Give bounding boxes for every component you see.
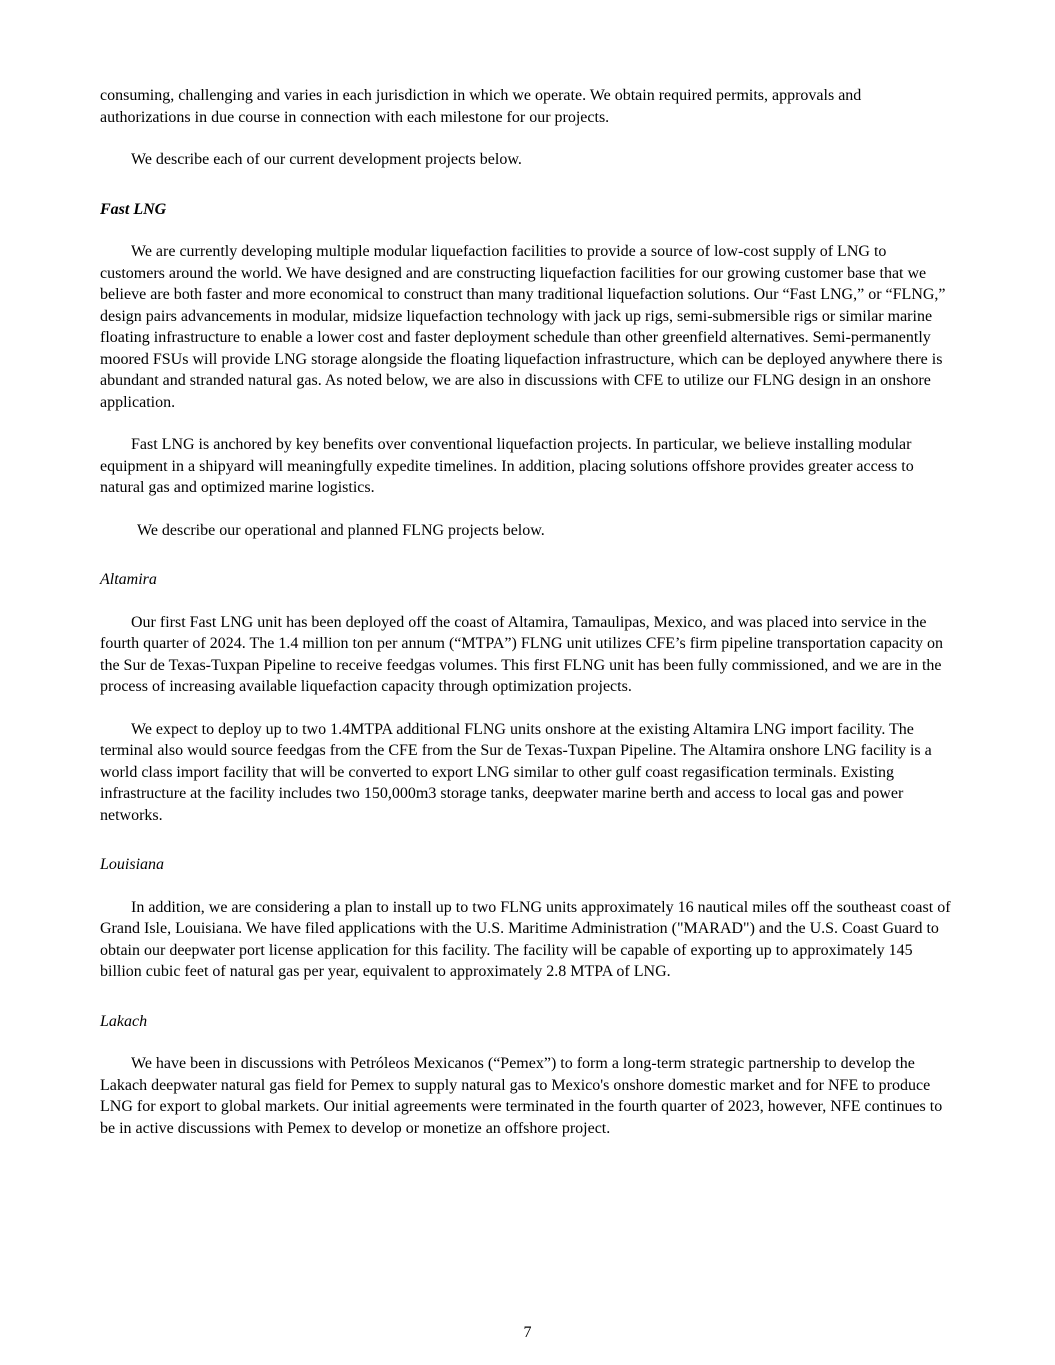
section-heading-fast-lng: Fast LNG [100,200,167,218]
paragraph-lakach-partnership: We have been in discussions with Petróleos Mexicanos (“Pemex”) to form a long-term strategic partnership to develop the Lakach deepwater natural gas field for Pemex to supply natural gas to Mexico's onshore domestic market and for NFE to produce LNG for export to global markets. Our initial agreements were terminated in the fourth quarter of 2023, however, NFE continues to be in active discussions with Pemex to develop or monetize an offshore project. [100,1055,943,1137]
paragraph-development-projects-note: We describe each of our current development projects below. [131,151,522,168]
paragraph-permits-continuation: consuming, challenging and varies in each jurisdiction in which we operate. We obtain required permits, approvals and authorizations in due course in connection with each milestone for our projects. [100,87,862,126]
section-heading-louisiana: Louisiana [100,856,165,873]
page-content [100,85,955,1160]
paragraph-fast-lng-benefits: Fast LNG is anchored by key benefits over conventional liquefaction projects. In particular, we believe installing modular equipment in a shipyard will meaningfully expedite timelines. In addition, placing solutions offshore provides greater access to natural gas and optimized marine logistics. [100,436,914,496]
page-number: 7 [523,1323,532,1341]
paragraph-altamira-expansion: We expect to deploy up to two 1.4MTPA additional FLNG units onshore at the existing Altamira LNG import facility. The terminal also would source feedgas from the CFE from the Sur de Texas-Tuxpan Pipeline. The Altamira onshore LNG facility is a world class import facility that will be converted to export LNG similar to other gulf coast regasification terminals. Existing infrastructure at the facility includes two 150,000m3 storage tanks, deepwater marine berth and access to local gas and power networks. [100,720,932,824]
paragraph-fast-lng-overview: We are currently developing multiple modular liquefaction facilities to provide a source of low-cost supply of LNG to customers around the world. We have designed and are constructing liquefaction facilities for our growing customer base that we believe are both faster and more economical to construct than many traditional liquefaction solutions. Our “Fast LNG,” or “FLNG,” design pairs advancements in modular, midsize liquefaction technology with jack up rigs, semi-submersible rigs or similar marine floating infrastructure to enable a lower cost and faster deployment schedule than other greenfield alternatives. Semi-permanently moored FSUs will provide LNG storage alongside the floating liquefaction infrastructure, which can be deployed anywhere there is abundant and stranded natural gas. As noted below, we are also in discussions with CFE to utilize our FLNG design in an onshore application. [100,243,946,411]
paragraph-louisiana-plan: In addition, we are considering a plan to install up to two FLNG units approximately 16 nautical miles off the southeast coast of Grand Isle, Louisiana. We have filed applications with the U.S. Maritime Administration ("MARAD") and the U.S. Coast Guard to obtain our deepwater port license application for this facility. The facility will be capable of exporting up to approximately 145 billion cubic feet of natural gas per year, equivalent to approximately 2.8 MTPA of LNG. [100,898,951,980]
page-footer [0,1322,1055,1344]
paragraph-flng-projects-note: We describe our operational and planned FLNG projects below. [137,521,545,539]
paragraph-altamira-deployment: Our first Fast LNG unit has been deployed off the coast of Altamira, Tamaulipas, Mexico, and was placed into service in the fourth quarter of 2024. The 1.4 million ton per annum (“MTPA”) FLNG unit utilizes CFE’s firm pipeline transportation capacity on the Sur de Texas-Tuxpan Pipeline to receive feedgas volumes. This first FLNG unit has been fully commissioned, and we are in the process of increasing available liquefaction capacity through optimization projects. [100,613,943,695]
section-heading-lakach: Lakach [100,1012,148,1030]
section-heading-altamira: Altamira [100,571,157,588]
